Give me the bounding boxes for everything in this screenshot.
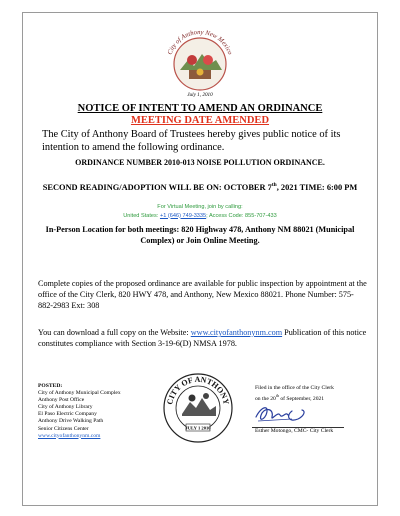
posted-website-link[interactable]: www.cityofanthonynm.com xyxy=(38,432,101,439)
clerk-signature xyxy=(252,401,322,427)
clerk-name: Esther Motongo, CMC- City Clerk xyxy=(255,428,334,434)
notice-title: NOTICE OF INTENT TO AMEND AN ORDINANCE xyxy=(77,103,323,114)
posted-location: City of Anthony Library xyxy=(38,404,93,411)
posted-location: City of Anthony Municipal Complex xyxy=(38,390,121,397)
posted-locations xyxy=(38,383,148,440)
copies-paragraph: Complete copies of the proposed ordinance are available for public inspection by appointment at the office of the City Clerk, 820 HWY 478, and Anthony, New Mexico 88021. Phone Number: 575-882-2983 Ext: 308 xyxy=(38,279,367,310)
posted-location: Anthony Post Office xyxy=(38,397,85,404)
posted-location: Senior Citizens Center xyxy=(38,425,89,432)
download-paragraph: You can download a full copy on the Website: www.cityofanthonynm.com Publication of this notice constitutes compliance with Section 3-19-6(D) NMSA 1978. xyxy=(38,328,367,348)
virtual-phone-link[interactable]: +1 (646) 749-3335 xyxy=(159,212,207,219)
posted-location: Anthony Drive Walking Path xyxy=(38,418,104,425)
intro-paragraph: The City of Anthony Board of Trustees hereby gives public notice of its intention to amend the following ordinance. xyxy=(42,129,341,153)
ordinance-number: ORDINANCE NUMBER 2010-013 NOISE POLLUTION ORDINANCE. xyxy=(75,158,325,167)
filed-statement: Filed in the office of the City Clerk on the 20th of September, 2021 xyxy=(255,385,334,402)
logo-arc-text: City of Anthony New Mexico xyxy=(166,28,234,56)
seal-date: JULY 1 2010 xyxy=(185,425,211,431)
posted-location: El Paso Electric Company xyxy=(38,411,97,418)
posted-heading: POSTED: xyxy=(38,383,63,389)
meeting-amended-heading: MEETING DATE AMENDED xyxy=(130,115,270,126)
virtual-meeting-info: For Virtual Meeting, join by calling: United States: +1 (646) 749-3335; Access Code: 855-707-433 xyxy=(30,203,370,220)
seal-top-text: CITY OF ANTHONY xyxy=(165,374,231,406)
second-reading-date: SECOND READING/ADOPTION WILL BE ON: OCTOBER 7th, 2021 TIME: 6:00 PM xyxy=(42,182,358,192)
city-seal xyxy=(162,372,234,444)
virtual-meeting-label: For Virtual Meeting, join by calling: xyxy=(157,204,243,210)
logo-date: July 1, 2010 xyxy=(187,92,213,98)
website-link[interactable]: www.cityofanthonynm.com xyxy=(190,328,283,337)
city-logo xyxy=(158,20,242,102)
in-person-location: In-Person Location for both meetings: 820 Highway 478, Anthony NM 88021 (Municipal Complex) or Join Online Meeting. xyxy=(45,225,355,245)
